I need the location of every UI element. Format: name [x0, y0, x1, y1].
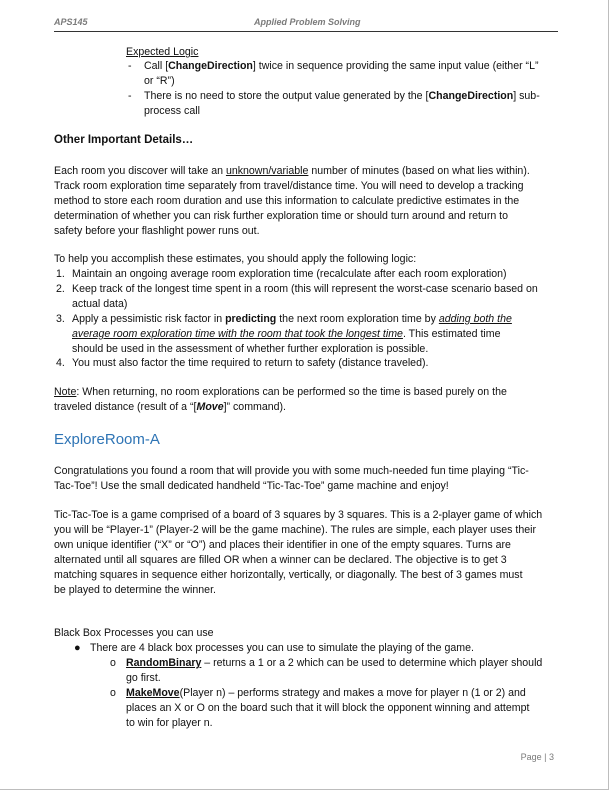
list-item-3: Apply a pessimistic risk factor in predicting the next room exploration time by adding both the — [72, 313, 512, 325]
note-line: Note: When returning, no room explorations can be performed so the time is based purely on the — [54, 386, 507, 398]
random-binary-item: RandomBinary – returns a 1 or a 2 which can be used to determine which player should — [126, 657, 543, 669]
expected-logic-item-1: Call [ChangeDirection] twice in sequence providing the same input value (either “L” — [144, 60, 539, 72]
section-heading-explore-room: ExploreRoom-A — [54, 431, 160, 448]
paragraph-line: alternated until all squares are filled OR when a winner can be declared. The objective is to get 3 — [54, 554, 507, 566]
dash-bullet: - — [128, 90, 132, 102]
paragraph-line: determination of whether you can risk further exploration time or should turn around and return to — [54, 210, 509, 222]
list-intro: To help you accomplish these estimates, you should apply the following logic: — [54, 253, 417, 265]
page-number: Page | 3 — [520, 752, 554, 762]
list-item-3-cont: average room exploration time with the room that took the longest time. This estimated time — [72, 328, 501, 340]
paragraph-line: Each room you discover will take an unknown/variable number of minutes (based on what lies within). — [54, 165, 530, 177]
paragraph-line: Congratulations you found a room that will provide you with some much-needed fun time playing “Tic- — [54, 465, 529, 477]
make-move-item-cont: to win for player n. — [126, 717, 213, 729]
list-item-2: Keep track of the longest time spent in a room (this will represent the worst-case scenario based on — [72, 283, 538, 295]
list-item-4: You must also factor the time required to return to safety (distance traveled). — [72, 357, 429, 369]
paragraph-line: Tic-Tac-Toe is a game comprised of a board of 3 squares by 3 squares. This is a 2-player game of which — [54, 509, 543, 521]
circle-bullet-icon: o — [110, 657, 116, 669]
make-move-item-cont: places an X or O on the board such that it will block the opponent winning and attempt — [126, 702, 530, 714]
header-rule — [54, 31, 558, 32]
paragraph-line: method to store each room duration and use this information to calculate predictive estimates in the — [54, 195, 520, 207]
expected-logic-item-1-cont: or “R”) — [144, 75, 175, 87]
paragraph-line: be played to determine the winner. — [54, 584, 216, 596]
list-item-2-cont: actual data) — [72, 298, 128, 310]
random-binary-item-cont: go first. — [126, 672, 161, 684]
expected-logic-item-2-cont: process call — [144, 105, 200, 117]
list-item-1: Maintain an ongoing average room exploration time (recalculate after each room exploration) — [72, 268, 507, 280]
header-course-code: APS145 — [54, 17, 88, 27]
list-item-3-cont: should be used in the assessment of whether further exploration is possible. — [72, 343, 429, 355]
paragraph-line: Track room exploration time separately from travel/distance time. You will need to develop a tracking — [54, 180, 524, 192]
list-number: 3. — [56, 313, 65, 325]
paragraph-line: Tac-Toe”! Use the small dedicated handheld “Tic-Tac-Toe” game machine and enjoy! — [54, 480, 449, 492]
black-box-bullet: There are 4 black box processes you can use to simulate the playing of the game. — [90, 642, 474, 654]
list-number: 1. — [56, 268, 65, 280]
section-heading-other-details: Other Important Details… — [54, 134, 194, 146]
paragraph-line: matching squares in sequence either horizontally, vertically, or diagonally. The best of 3 games must — [54, 569, 523, 581]
paragraph-line: you will be “Player-1” (Player-2 will be the game machine). The rules are simple, each player uses their — [54, 524, 537, 536]
circle-bullet-icon: o — [110, 687, 116, 699]
header-course-title: Applied Problem Solving — [254, 17, 361, 27]
paragraph-line: own unique identifier (“X” or “O”) and places their identifier in one of the empty squares. Turns are — [54, 539, 511, 551]
note-line-cont: traveled distance (result of a “[Move]” command). — [54, 401, 286, 413]
disc-bullet-icon: ● — [74, 642, 81, 654]
expected-logic-title: Expected Logic — [126, 46, 199, 58]
black-box-title: Black Box Processes you can use — [54, 627, 214, 639]
make-move-item: MakeMove(Player n) – performs strategy and makes a move for player n (1 or 2) and — [126, 687, 526, 699]
list-number: 2. — [56, 283, 65, 295]
list-number: 4. — [56, 357, 65, 369]
dash-bullet: - — [128, 60, 132, 72]
expected-logic-item-2: There is no need to store the output value generated by the [ChangeDirection] sub- — [144, 90, 540, 102]
paragraph-line: safety before your flashlight power runs out. — [54, 225, 260, 237]
